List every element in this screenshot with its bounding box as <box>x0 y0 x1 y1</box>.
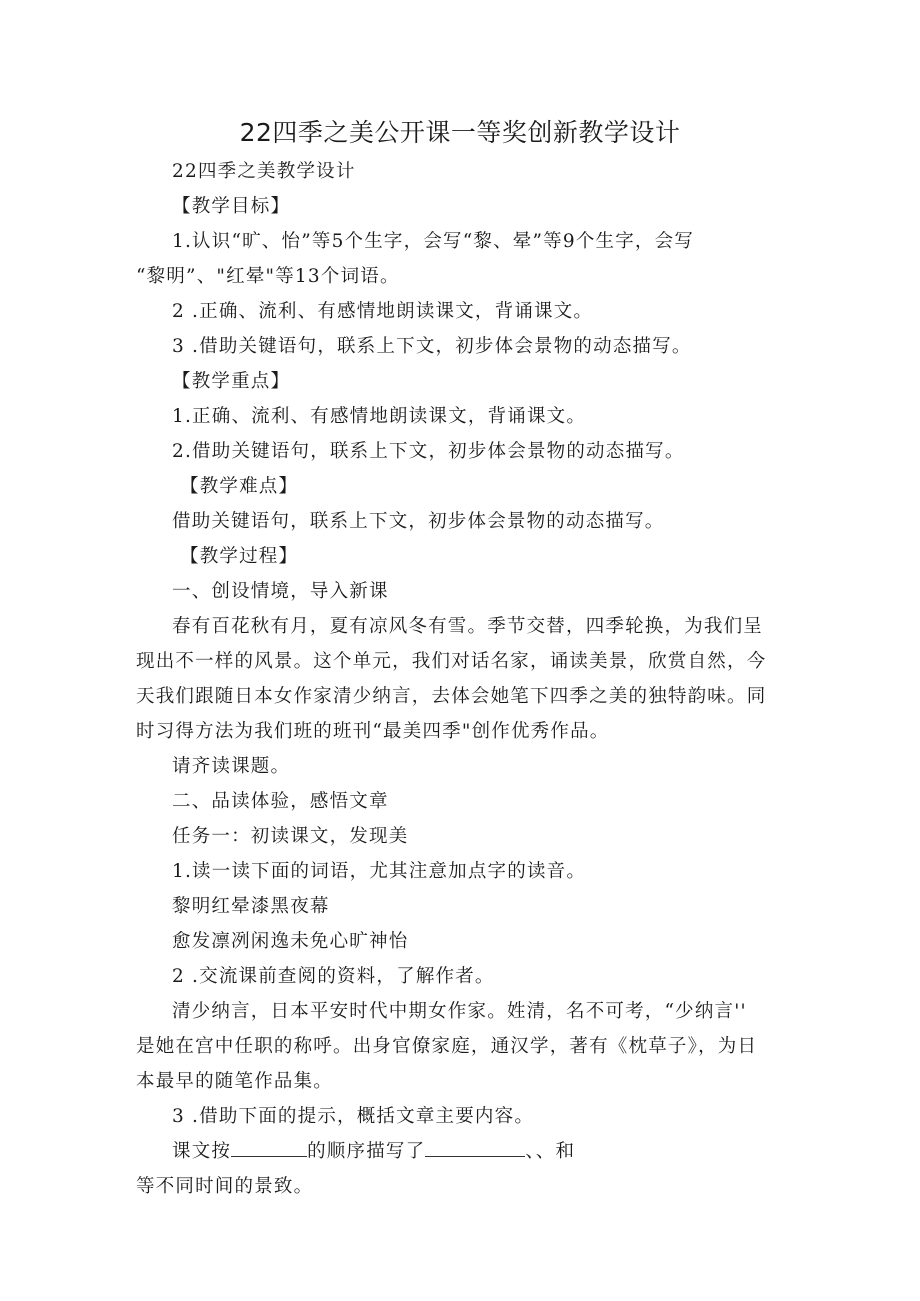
fill-text-b: 的顺序描写了 <box>307 1141 426 1162</box>
task-1-heading: 任务一：初读课文，发现美 <box>172 826 409 847</box>
paragraph-read-title: 请齐读课题。 <box>172 756 291 777</box>
paragraph-intro-line: 天我们跟随日本女作家清少纳言，去体会她笔下四季之美的独特韵味。同 <box>136 686 767 707</box>
vocabulary-line-1: 黎明红晕漆黑夜幕 <box>172 896 330 917</box>
key-point-2: 2.借助关键语句，联系上下文，初步体会景物的动态描写。 <box>172 441 685 462</box>
vocabulary-line-2: 愈发凛冽闲逸未免心旷神怡 <box>172 931 409 952</box>
paragraph-intro-line: 现出不一样的风景。这个单元，我们对话名家，诵读美景，欣赏自然，今 <box>136 651 767 672</box>
document-title: 22四季之美公开课一等奖创新教学设计 <box>239 118 681 147</box>
author-paragraph-line: 是她在宫中任职的称呼。出身官僚家庭，通汉学，著有《枕草子》，为日 <box>136 1036 758 1057</box>
key-point-1: 1.正确、流利、有感情地朗读课文，背诵课文。 <box>172 406 587 427</box>
section-heading-key-points: 【教学重点】 <box>172 371 291 392</box>
author-paragraph-line: 清少纳言，日本平安时代中期女作家。姓清，名不可考，“少纳言'' <box>172 1001 747 1022</box>
process-section-2: 二、品读体验，感悟文章 <box>172 791 389 812</box>
goal-item-1-continued: “黎明”、"红晕"等13个词语。 <box>136 266 400 287</box>
author-paragraph-line: 本最早的随笔作品集。 <box>136 1071 334 1092</box>
process-section-1: 一、创设情境，导入新课 <box>172 581 389 602</box>
fill-text-c: 、、和 <box>525 1141 576 1162</box>
section-heading-goals: 【教学目标】 <box>172 196 291 217</box>
task-1-step-1: 1.读一读下面的词语，尤其注意加点字的读音。 <box>172 861 587 882</box>
fill-text-a: 课文按 <box>172 1141 232 1162</box>
document-subtitle: 22四季之美教学设计 <box>172 161 356 182</box>
answer-blank[interactable] <box>231 1140 307 1157</box>
goal-item-3: 3 .借助关键语句，联系上下文，初步体会景物的动态描写。 <box>172 336 692 357</box>
task-1-step-2: 2 .交流课前查阅的资料，了解作者。 <box>172 966 495 987</box>
fill-in-blank-continued: 等不同时间的景致。 <box>136 1176 314 1197</box>
paragraph-intro-line: 时习得方法为我们班的班刊“最美四季"创作优秀作品。 <box>136 721 610 742</box>
goal-item-2: 2 .正确、流利、有感情地朗读课文，背诵课文。 <box>172 301 594 322</box>
section-heading-difficulties: 【教学难点】 <box>180 476 299 497</box>
task-1-step-3: 3 .借助下面的提示，概括文章主要内容。 <box>172 1106 535 1127</box>
goal-item-1: 1.认识“旷、怡”等5个生字，会写“黎、晕”等9个生字，会写 <box>172 231 695 252</box>
section-heading-process: 【教学过程】 <box>180 546 299 567</box>
paragraph-intro-line: 春有百花秋有月，夏有凉风冬有雪。季节交替，四季轮换，为我们呈 <box>172 616 764 637</box>
fill-in-blank-line <box>172 1138 575 1166</box>
answer-blank[interactable] <box>425 1140 525 1157</box>
difficulty-1: 借助关键语句，联系上下文，初步体会景物的动态描写。 <box>172 511 665 532</box>
